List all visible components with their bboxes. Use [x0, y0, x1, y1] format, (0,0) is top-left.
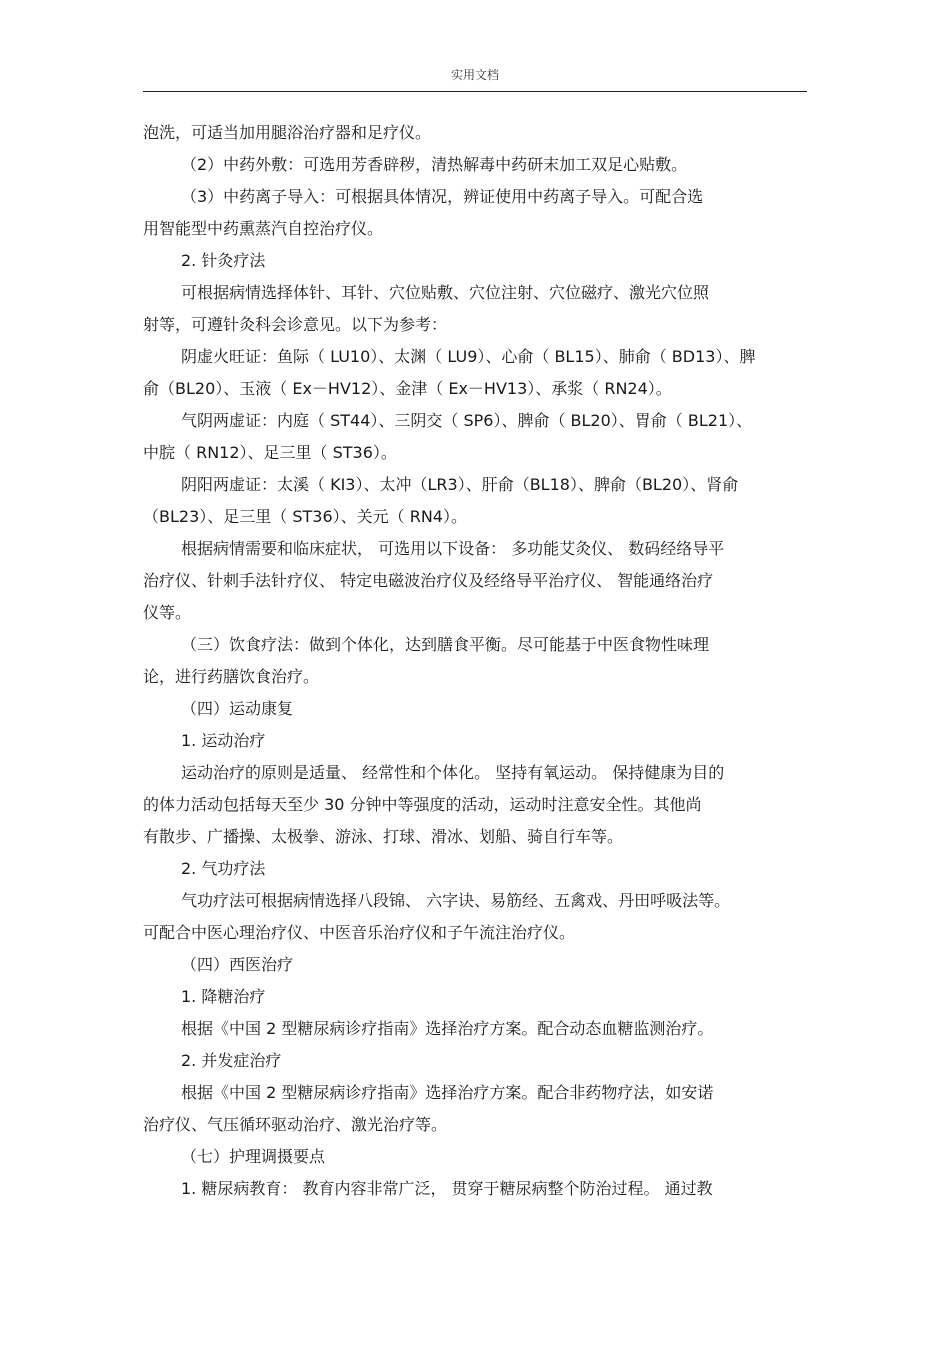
text-line: （2）中药外敷：可选用芳香辟秽，清热解毒中药研末加工双足心贴敷。 — [181, 155, 688, 174]
text-line: 用智能型中药熏蒸汽自控治疗仪。 — [143, 219, 384, 238]
text-line: 中脘（ RN12）、足三里（ ST36）。 — [143, 443, 397, 462]
text-line: 可配合中医心理治疗仪、中医音乐治疗仪和子午流注治疗仪。 — [143, 923, 576, 942]
text-line: （四）西医治疗 — [181, 955, 294, 974]
text-line: 根据《中国 2 型糖尿病诊疗指南》选择治疗方案。配合非药物疗法，如安诺 — [181, 1083, 714, 1102]
text-line: 运动治疗的原则是适量、 经常性和个体化。 坚持有氧运动。 保持健康为目的 — [181, 763, 725, 782]
text-line: 治疗仪、气压循环驱动治疗、激光治疗等。 — [143, 1115, 448, 1134]
text-line: 根据《中国 2 型糖尿病诊疗指南》选择治疗方案。配合动态血糖监测治疗。 — [181, 1019, 714, 1038]
text-line: 阴阳两虚证：太溪（ KI3）、太冲（LR3）、肝俞（BL18）、脾俞（BL20）、肾俞 — [181, 475, 739, 494]
text-line: （三）饮食疗法：做到个体化，达到膳食平衡。尽可能基于中医食物性味理 — [181, 635, 710, 654]
text-line: （3）中药离子导入：可根据具体情况，辨证使用中药离子导入。可配合选 — [181, 187, 704, 206]
text-line: 治疗仪、针刺手法针疗仪、 特定电磁波治疗仪及经络导平治疗仪、 智能通络治疗 — [143, 571, 714, 590]
text-line: 气功疗法可根据病情选择八段锦、 六字诀、易筋经、五禽戏、丹田呼吸法等。 — [181, 891, 731, 910]
text-line: 论，进行药膳饮食治疗。 — [143, 667, 320, 686]
text-line: 可根据病情选择体针、耳针、穴位贴敷、穴位注射、穴位磁疗、激光穴位照 — [181, 283, 710, 302]
text-line: 气阴两虚证：内庭（ ST44）、三阴交（ SP6）、脾俞（ BL20）、胃俞（ BL21）、 — [181, 411, 753, 430]
header-divider — [143, 91, 807, 92]
text-line: 阴虚火旺证：鱼际（ LU10）、太渊（ LU9）、心俞（ BL15）、肺俞（ BD13）、脾 — [181, 347, 756, 366]
page-header: 实用文档 — [450, 68, 499, 82]
text-line: 1. 降糖治疗 — [181, 987, 266, 1006]
text-line: 1. 糖尿病教育： 教育内容非常广泛， 贯穿于糖尿病整个防治过程。 通过教 — [181, 1179, 713, 1198]
text-line: 俞（BL20）、玉液（ Ex－HV12）、金津（ Ex－HV13）、承浆（ RN24）。 — [143, 379, 672, 398]
text-line: 根据病情需要和临床症状， 可选用以下设备： 多功能艾灸仪、 数码经络导平 — [181, 539, 725, 558]
text-line: 有散步、广播操、太极拳、游泳、打球、滑冰、划船、骑自行车等。 — [143, 827, 624, 846]
text-line: 2. 气功疗法 — [181, 859, 266, 878]
text-line: 2. 并发症治疗 — [181, 1051, 282, 1070]
text-line: （四）运动康复 — [181, 699, 294, 718]
text-line: 仪等。 — [143, 603, 192, 622]
text-line: 2. 针灸疗法 — [181, 251, 266, 270]
text-line: 泡洗，可适当加用腿浴治疗器和足疗仪。 — [143, 123, 432, 142]
text-line: 射等，可遵针灸科会诊意见。以下为参考： — [143, 315, 448, 334]
text-line: 1. 运动治疗 — [181, 731, 266, 750]
text-line: （七）护理调摄要点 — [181, 1147, 326, 1166]
text-line: （BL23）、足三里（ ST36）、关元（ RN4）。 — [143, 507, 467, 526]
text-line: 的体力活动包括每天至少 30 分钟中等强度的活动，运动时注意安全性。其他尚 — [143, 795, 702, 814]
document-body — [143, 117, 807, 1205]
